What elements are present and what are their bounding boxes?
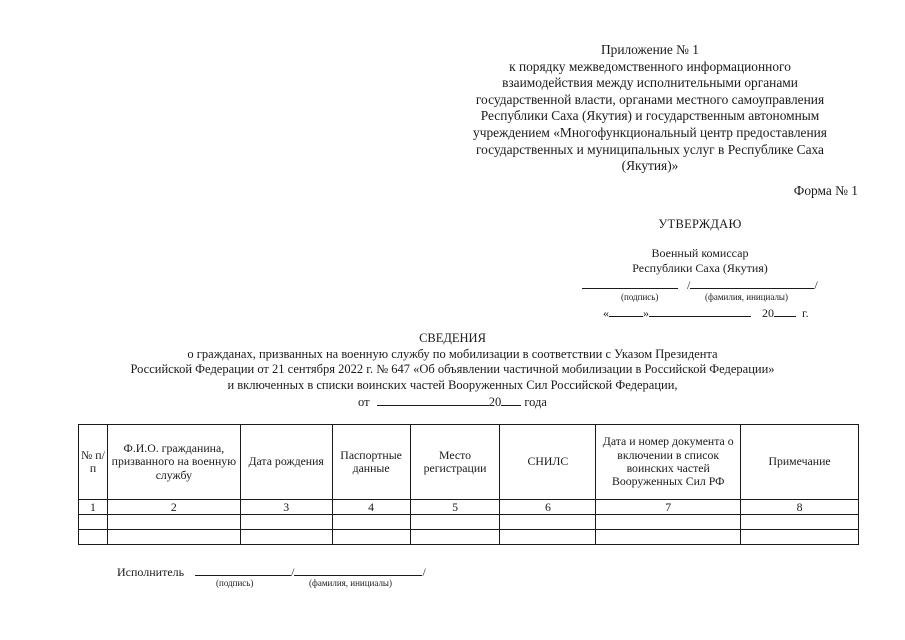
table-cell[interactable] xyxy=(741,530,859,545)
heading-month-field[interactable] xyxy=(415,393,489,406)
col-header-note: Примечание xyxy=(741,425,859,500)
approve-title: УТВЕРЖДАЮ xyxy=(658,217,742,231)
table-cell[interactable] xyxy=(596,530,741,545)
executor-signature-field[interactable] xyxy=(195,563,291,576)
table-cell[interactable] xyxy=(240,530,332,545)
approve-date-row xyxy=(603,304,809,321)
table-cell[interactable] xyxy=(410,530,500,545)
executor-label: Исполнитель xyxy=(117,565,185,579)
executor-name-field[interactable] xyxy=(294,563,422,576)
heading-line: о гражданах, призванных на военную службу по мобилизации в соответствии с Указом Президента xyxy=(187,346,718,361)
table-header-row xyxy=(79,425,859,500)
table-cell[interactable] xyxy=(79,515,108,530)
approve-year-field[interactable] xyxy=(774,304,796,317)
column-number: 3 xyxy=(240,500,332,515)
table-cell[interactable] xyxy=(500,515,596,530)
document-heading xyxy=(0,331,905,411)
appendix-header xyxy=(440,42,860,175)
heading-year-suffix: года xyxy=(524,395,547,410)
approver-name-caption: (фамилия, инициалы) xyxy=(705,292,788,302)
col-header-inclusion-document: Дата и номер документа о включении в список воинских частей Вооруженных Сил РФ xyxy=(596,425,741,500)
table-row xyxy=(79,515,859,530)
column-number: 7 xyxy=(596,500,741,515)
column-number: 6 xyxy=(500,500,596,515)
executor-signature-caption: (подпись) xyxy=(216,578,254,588)
approver-signature-caption: (подпись) xyxy=(621,292,659,302)
appendix-line: Приложение № 1 xyxy=(600,42,700,57)
table-column-numbers-row xyxy=(79,500,859,515)
table-row xyxy=(79,530,859,545)
heading-date-prefix: от xyxy=(358,395,370,410)
heading-year-prefix: 20 xyxy=(488,395,502,410)
form-number: Форма № 1 xyxy=(793,183,858,198)
appendix-line: Республики Саха (Якутия) и государственным автономным xyxy=(480,108,820,124)
heading-year-field[interactable] xyxy=(501,393,521,406)
column-number: 1 xyxy=(79,500,108,515)
column-number: 4 xyxy=(332,500,410,515)
mobilized-citizens-table xyxy=(78,424,859,545)
heading-day-field[interactable] xyxy=(377,393,415,406)
column-number: 8 xyxy=(741,500,859,515)
table-cell[interactable] xyxy=(240,515,332,530)
heading-date-row xyxy=(0,393,905,411)
approve-year-suffix: г. xyxy=(802,306,809,320)
approve-month-field[interactable] xyxy=(649,304,751,317)
appendix-line: к порядку межведомственного информационного xyxy=(509,58,791,74)
col-header-passport: Паспортные данные xyxy=(332,425,410,500)
col-header-birth-date: Дата рождения xyxy=(240,425,332,500)
col-header-number: № п/п xyxy=(79,425,108,500)
approver-signature-field[interactable] xyxy=(582,276,678,289)
date-open-quote: « xyxy=(603,306,609,320)
date-close-quote: » xyxy=(643,306,649,320)
column-number: 5 xyxy=(410,500,500,515)
col-header-snils: СНИЛС xyxy=(500,425,596,500)
approve-year-prefix: 20 xyxy=(762,306,774,320)
approver-position-line2: Республики Саха (Якутия) xyxy=(632,261,768,275)
appendix-line: (Якутия)» xyxy=(621,158,679,174)
executor-row: Исполнитель / / xyxy=(117,565,426,579)
table-cell[interactable] xyxy=(107,515,240,530)
appendix-line: государственной власти, органами местного самоуправления xyxy=(475,91,825,107)
approver-name-field[interactable] xyxy=(690,276,814,289)
table-cell[interactable] xyxy=(107,530,240,545)
col-header-registration: Место регистрации xyxy=(410,425,500,500)
approve-day-field[interactable] xyxy=(609,304,643,317)
appendix-line: учреждением «Многофункциональный центр предоставления xyxy=(473,124,827,140)
table-cell[interactable] xyxy=(741,515,859,530)
col-header-full-name: Ф.И.О. гражданина, призванного на военную службу xyxy=(107,425,240,500)
appendix-line: государственных и муниципальных услуг в Республике Саха xyxy=(475,141,824,157)
table-cell[interactable] xyxy=(500,530,596,545)
heading-line: и включенных в списки воинских частей Вооруженных Сил Российской Федерации, xyxy=(227,377,678,392)
table-cell[interactable] xyxy=(332,530,410,545)
table-cell[interactable] xyxy=(332,515,410,530)
table-cell[interactable] xyxy=(410,515,500,530)
approver-position-line1: Военный комиссар xyxy=(651,246,749,260)
approval-block xyxy=(560,217,840,276)
heading-title: СВЕДЕНИЯ xyxy=(419,331,486,345)
heading-line: Российской Федерации от 21 сентября 2022 г. № 647 «Об объявлении частичной мобилизации в Российской Федерации» xyxy=(130,362,775,377)
column-number: 2 xyxy=(107,500,240,515)
appendix-line: взаимодействия между исполнительными органами xyxy=(502,75,798,91)
table-cell[interactable] xyxy=(79,530,108,545)
executor-name-caption: (фамилия, инициалы) xyxy=(309,578,392,588)
table-cell[interactable] xyxy=(596,515,741,530)
approver-signature-row: / / xyxy=(582,276,818,293)
